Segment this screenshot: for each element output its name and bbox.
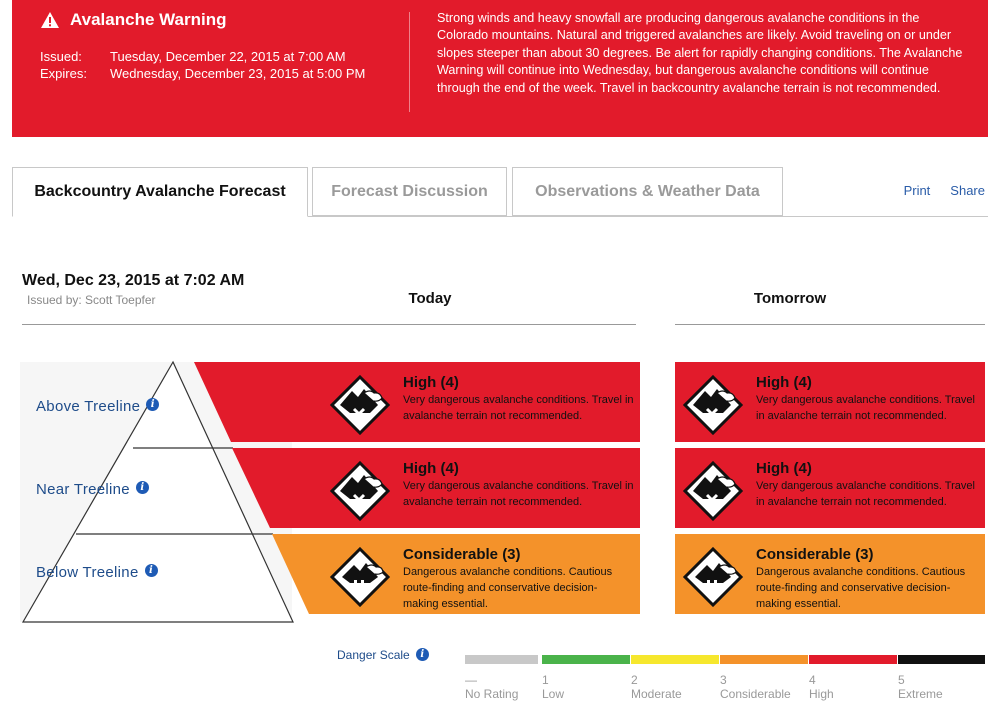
today-heading-rule [22,324,636,325]
elevation-label: Below Treeline [36,564,139,581]
elevation-label: Near Treeline [36,481,130,498]
scale-segment-extreme [898,655,985,664]
scale-level-name: Extreme [898,687,943,701]
warning-dates [40,48,410,82]
print-link[interactable]: Print [903,183,931,198]
tomorrow-below-treeline-rating [675,534,985,614]
scale-level-number: 3 [720,673,727,687]
scale-level-name: Moderate [631,687,682,701]
warning-divider [409,12,410,112]
tomorrow-heading-rule [675,324,985,325]
warning-title: Avalanche Warning [70,10,227,29]
warning-message: Strong winds and heavy snowfall are producing dangerous avalanche conditions in the Colorado mountains. Natural and triggered avalanches are likely. Avoid traveling on or under slopes steeper than about 30 degrees. Be alert for rapidly changing conditions. The Avalanche Warning will continue into Wednesday, but dangerous avalanche conditions will continue through the end of the week. Travel in backcountry avalanche terrain is not recommended. [437,11,963,95]
scale-level-high [809,673,834,701]
scale-segment-considerable [720,655,808,664]
elevation-near-treeline [36,481,149,498]
expires-value: Wednesday, December 23, 2015 at 5:00 PM [110,66,366,81]
info-icon[interactable]: i [136,481,149,494]
today-below-treeline-rating [272,534,640,614]
scale-level-low [542,673,564,701]
scale-level-number: 4 [809,673,816,687]
tomorrow-near-treeline-rating [675,448,985,528]
high-danger-icon [330,461,390,521]
danger-description: Very dangerous avalanche conditions. Travel in avalanche terrain not recommended. [756,394,975,422]
scale-segment-moderate [631,655,719,664]
issued-value: Tuesday, December 22, 2015 at 7:00 AM [110,49,346,64]
info-icon[interactable]: i [416,648,429,661]
expires-label: Expires: [40,66,87,81]
scale-segment-high [809,655,897,664]
danger-level: Considerable (3) [403,546,521,563]
tab-observations-weather[interactable]: Observations & Weather Data [512,167,783,216]
page-actions [904,183,985,198]
danger-description: Very dangerous avalanche conditions. Travel in avalanche terrain not recommended. [756,480,975,508]
elevation-below-treeline [36,564,158,581]
high-danger-icon [330,375,390,435]
issued-row [40,48,410,65]
expires-row [40,65,410,82]
scale-level-number: 1 [542,673,549,687]
tab-forecast-discussion[interactable]: Forecast Discussion [312,167,507,216]
danger-level: High (4) [756,374,812,391]
scale-level-name: No Rating [465,687,519,701]
danger-scale-label [337,648,429,662]
considerable-danger-icon [330,547,390,607]
scale-level-name: Low [542,687,565,701]
info-icon[interactable]: i [146,398,159,411]
high-danger-icon [683,375,743,435]
warning-triangle-icon [40,11,60,29]
elevation-label: Above Treeline [36,398,141,415]
today-column-heading: Today [408,290,452,307]
tab-backcountry-forecast[interactable]: Backcountry Avalanche Forecast [12,167,308,217]
elevation-above-treeline [36,398,159,415]
scale-level-number: — [465,673,477,687]
tomorrow-column-heading: Tomorrow [753,290,827,307]
scale-level-number: 2 [631,673,638,687]
avalanche-warning-banner [12,0,988,137]
danger-level: High (4) [403,374,459,391]
danger-description: Very dangerous avalanche conditions. Travel in avalanche terrain not recommended. [403,394,634,422]
scale-level-name: Considerable [720,687,791,701]
forecast-issued-by: Issued by: Scott Toepfer [27,293,156,307]
forecast-date: Wed, Dec 23, 2015 at 7:02 AM [22,272,245,289]
danger-level: High (4) [403,460,459,477]
scale-level-name: High [809,687,834,701]
info-icon[interactable]: i [145,564,158,577]
danger-scale-text: Danger Scale [337,648,410,662]
today-near-treeline-rating [232,448,640,528]
tomorrow-above-treeline-rating [675,362,985,442]
high-danger-icon [683,461,743,521]
danger-description: Dangerous avalanche conditions. Cautious route-finding and conservative decision-making essential. [756,566,966,610]
warning-summary [40,10,410,82]
danger-description: Dangerous avalanche conditions. Cautious route-finding and conservative decision-making essential. [403,566,613,610]
scale-segment-low [542,655,630,664]
issued-label: Issued: [40,49,82,64]
danger-description: Very dangerous avalanche conditions. Travel in avalanche terrain not recommended. [403,480,634,508]
considerable-danger-icon [683,547,743,607]
scale-level-extreme [898,673,943,701]
danger-level: High (4) [756,460,812,477]
scale-level-number: 5 [898,673,905,687]
today-above-treeline-rating [194,362,640,442]
warning-title-row [40,10,410,30]
scale-level-moderate [631,673,682,701]
scale-segment-no-rating [465,655,538,664]
scale-level-no-rating [465,673,518,701]
scale-level-considerable [720,673,791,701]
share-link[interactable]: Share [950,183,985,198]
danger-level: Considerable (3) [756,546,874,563]
